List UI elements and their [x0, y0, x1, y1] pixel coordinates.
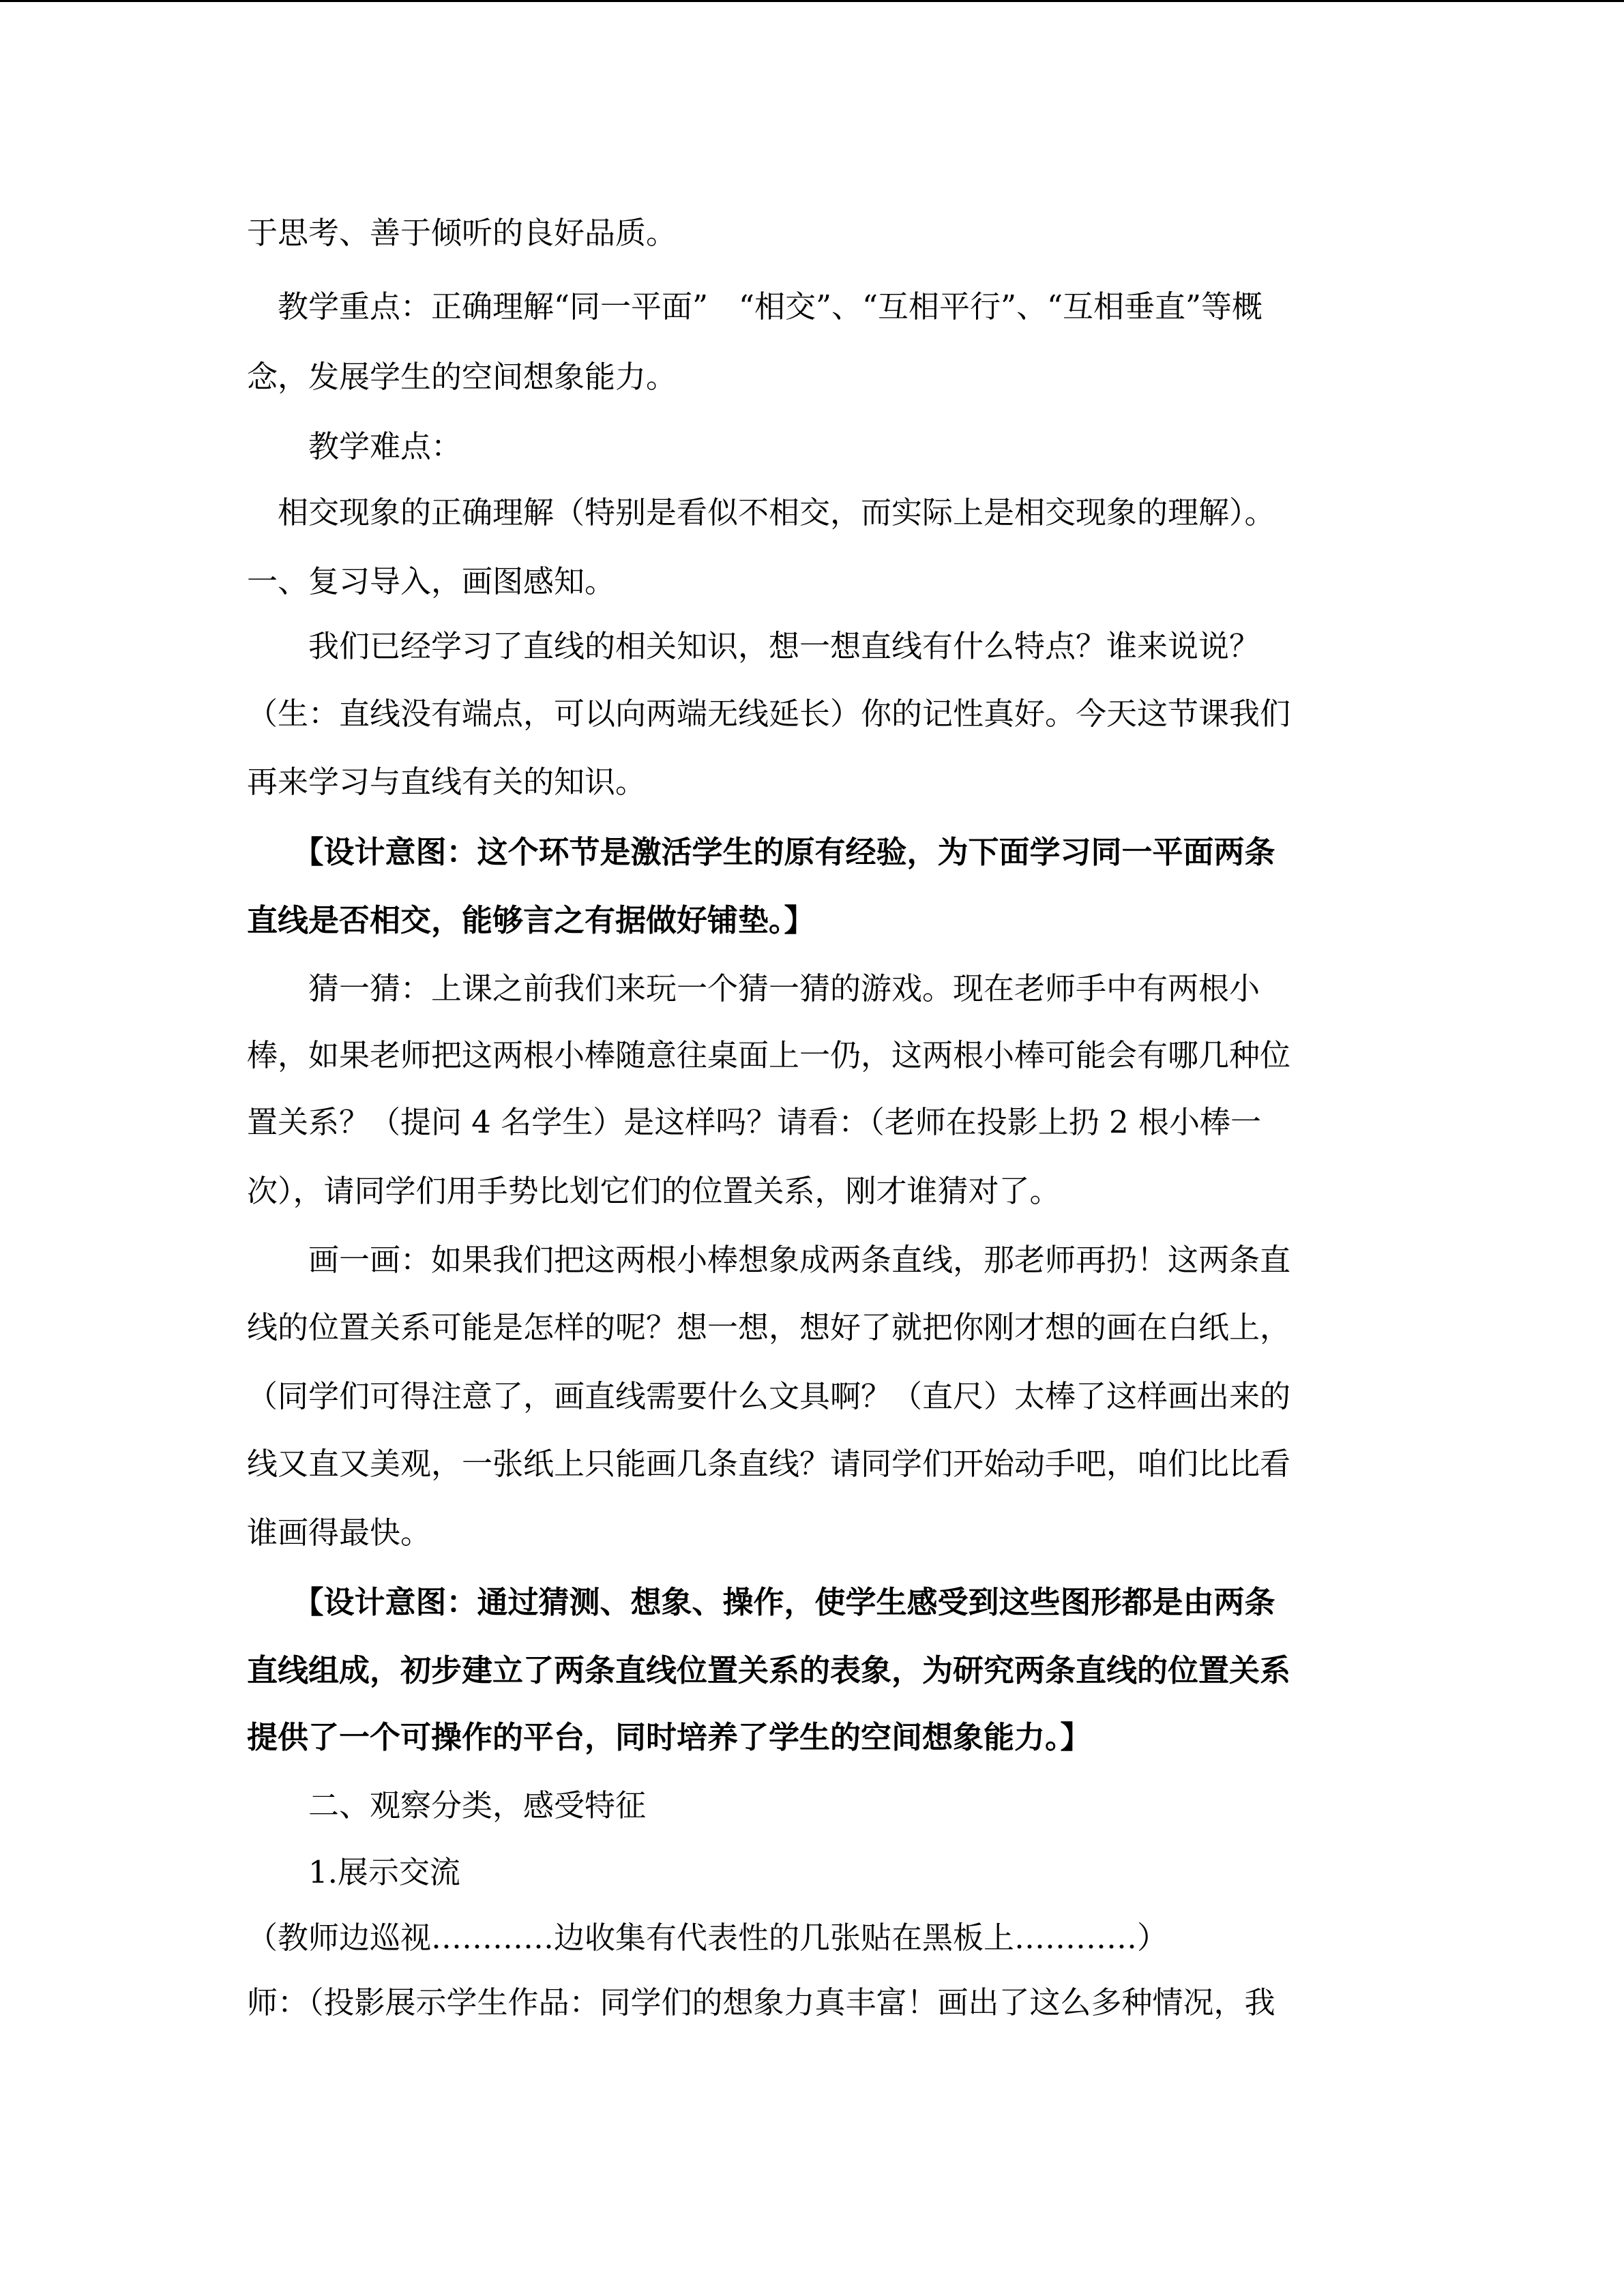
design-intent-line: 直线组成，初步建立了两条直线位置关系的表象，为研究两条直线的位置关系	[247, 1652, 1291, 1688]
text-line: 线的位置关系可能是怎样的呢？想一想，想好了就把你刚才想的画在白纸上，	[247, 1309, 1291, 1345]
text-line: 次），请同学们用手势比划它们的位置关系，刚才谁猜对了。	[247, 1173, 1061, 1209]
text-line: 于思考、善于倾听的良好品质。	[247, 215, 677, 251]
text-line: 教学难点：	[247, 428, 462, 464]
text-line: 教学重点：正确理解“同一平面” “相交”、“互相平行”、“互相垂直”等概	[247, 288, 1263, 325]
design-intent-line: 【设计意图：通过猜测、想象、操作，使学生感受到这些图形都是由两条	[247, 1584, 1275, 1620]
design-intent-line: 直线是否相交，能够言之有据做好铺垫。】	[247, 902, 815, 938]
section-heading: 一、复习导入，画图感知。	[247, 563, 616, 599]
text-line: 画一画：如果我们把这两根小棒想象成两条直线，那老师再扔！这两条直	[247, 1242, 1291, 1278]
design-intent-line: 【设计意图：这个环节是激活学生的原有经验，为下面学习同一平面两条	[247, 834, 1275, 870]
subsection-heading: 1.展示交流	[247, 1854, 460, 1890]
section-heading: 二、观察分类，感受特征	[247, 1787, 647, 1823]
design-intent-line: 提供了一个可操作的平台，同时培养了学生的空间想象能力。】	[247, 1719, 1091, 1755]
text-line: 棒，如果老师把这两根小棒随意往桌面上一仍，这两根小棒可能会有哪几种位	[247, 1037, 1291, 1073]
text-line: （生：直线没有端点，可以向两端无线延长）你的记性真好。今天这节课我们	[247, 696, 1291, 732]
text-line: （教师边巡视…………边收集有代表性的几张贴在黑板上…………）	[247, 1920, 1168, 1956]
text-line: 相交现象的正确理解（特别是看似不相交，而实际上是相交现象的理解）。	[247, 494, 1275, 531]
text-line: 置关系？（提问 4 名学生）是这样吗？请看：（老师在投影上扔 2 根小棒一	[247, 1104, 1261, 1140]
text-line: 谁画得最快。	[247, 1515, 432, 1551]
text-line: 念，发展学生的空间想象能力。	[247, 359, 677, 395]
text-line: 猜一猜：上课之前我们来玩一个猜一猜的游戏。现在老师手中有两根小	[247, 970, 1260, 1007]
page-top-border	[0, 0, 1624, 2]
text-line: 我们已经学习了直线的相关知识，想一想直线有什么特点？谁来说说？	[247, 628, 1260, 664]
text-line: 师：（投影展示学生作品：同学们的想象力真丰富！画出了这么多种情况，我	[247, 1984, 1275, 2021]
text-line: （同学们可得注意了，画直线需要什么文具啊？（直尺）太棒了这样画出来的	[247, 1378, 1291, 1414]
text-line: 再来学习与直线有关的知识。	[247, 764, 647, 800]
text-line: 线又直又美观，一张纸上只能画几条直线？请同学们开始动手吧，咱们比比看	[247, 1446, 1291, 1482]
